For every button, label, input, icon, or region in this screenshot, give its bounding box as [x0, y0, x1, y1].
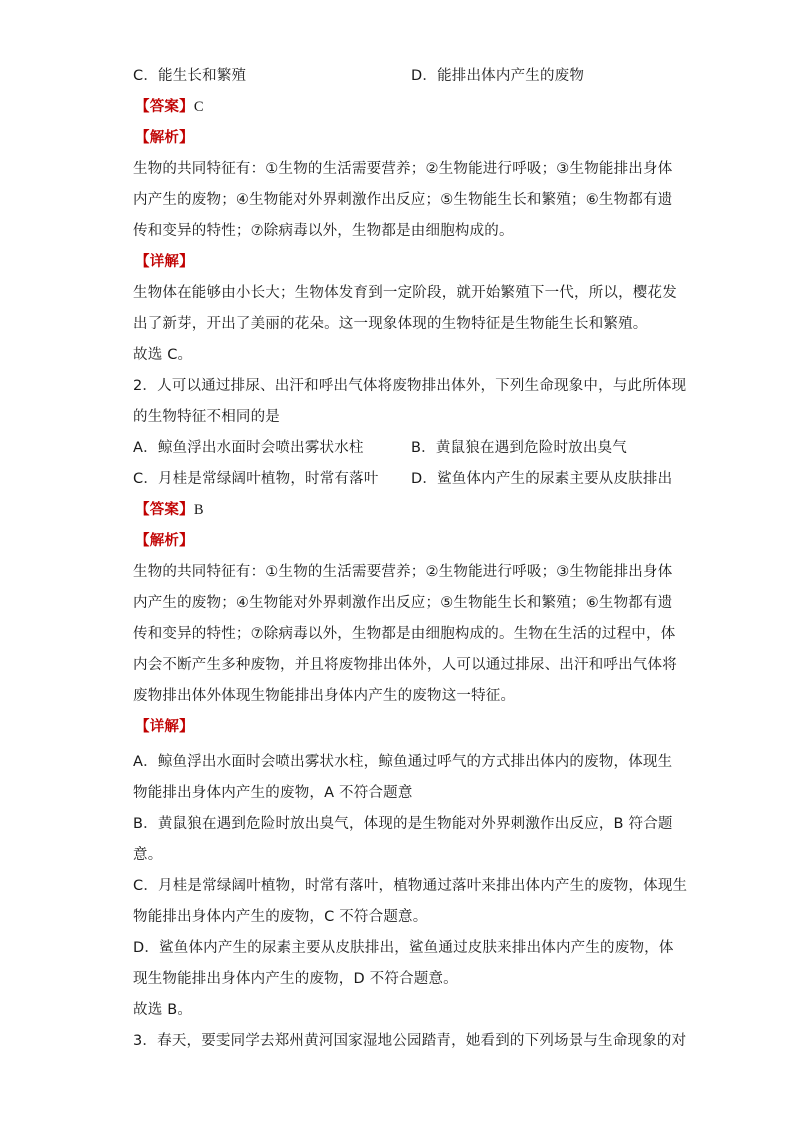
- q2-option-d: D．鲨鱼体内产生的尿素主要从皮肤排出: [411, 471, 673, 487]
- q2-analysis-line: 内会不断产生多种废物，并且将废物排出体外，人可以通过排尿、出汗和呼出气体将: [133, 657, 677, 673]
- q1-detail-line: 生物体在能够由小长大；生物体发育到一定阶段，就开始繁殖下一代，所以，樱花发: [133, 285, 677, 301]
- q1-answer: [133, 97, 663, 117]
- q1-detail-line: 出了新芽，开出了美丽的花朵。这一现象体现的生物特征是生物能生长和繁殖。: [133, 316, 648, 332]
- q2-detail-line: 故选 B。: [133, 1002, 193, 1018]
- q2-detail-line: C．月桂是常绿阔叶植物，时常有落叶，植物通过落叶来排出体内产生的废物，体现生: [133, 878, 688, 894]
- q2-stem-line: 的生物特征不相同的是: [133, 409, 280, 425]
- q2-analysis-line: 废物排出体外体现生物能排出身体内产生的废物这一特征。: [133, 688, 516, 704]
- q1-analysis-line: 生物的共同特征有：①生物的生活需要营养；②生物能进行呼吸；③生物能排出身体: [133, 161, 673, 177]
- answer-tag: 【答案】: [135, 502, 194, 518]
- q2-answer: [133, 500, 663, 520]
- q2-options-row: [133, 469, 673, 489]
- q2-detail-line: 物能排出身体内产生的废物，C 不符合题意。: [133, 909, 428, 925]
- q3-stem-line: 3．春天，要雯同学去郑州黄河国家湿地公园踏青，她看到的下列场景与生命现象的对: [133, 1033, 687, 1049]
- q2-detail-heading: [133, 717, 663, 737]
- q1-detail-line: 故选 C。: [133, 347, 193, 363]
- q2-option-b: B．黄鼠狼在遇到危险时放出臭气: [411, 440, 627, 456]
- q2-option-a: A．鲸鱼浮出水面时会喷出雾状水柱: [133, 440, 364, 456]
- q2-detail-line: 意。: [133, 847, 163, 863]
- q1-option-d: D．能排出体内产生的废物: [411, 68, 585, 84]
- q2-analysis-line: 传和变异的特性；⑦除病毒以外，生物都是由细胞构成的。生物在生活的过程中，体: [133, 626, 676, 642]
- q1-detail-heading: [133, 252, 663, 272]
- q2-analysis-line: 内产生的废物；④生物能对外界刺激作出反应；⑤生物能生长和繁殖；⑥生物都有遗: [133, 595, 673, 611]
- q2-detail-line: 物能排出身体内产生的废物，A 不符合题意: [133, 785, 413, 801]
- q2-option-c: C．月桂是常绿阔叶植物，时常有落叶: [133, 471, 379, 487]
- analysis-tag: 【解析】: [135, 130, 194, 146]
- q1-option-c: C．能生长和繁殖: [133, 68, 247, 84]
- q2-stem-line: 2．人可以通过排尿、出汗和呼出气体将废物排出体外，下列生命现象中，与此所体现: [133, 378, 687, 394]
- q2-detail-line: 现生物能排出身体内产生的废物，D 不符合题意。: [133, 971, 458, 987]
- q2-options-row: [133, 438, 663, 458]
- detail-tag: 【详解】: [135, 254, 194, 270]
- q1-analysis-line: 内产生的废物；④生物能对外界刺激作出反应；⑤生物能生长和繁殖；⑥生物都有遗: [133, 192, 673, 208]
- q1-analysis-line: 传和变异的特性；⑦除病毒以外，生物都是由细胞构成的。: [133, 223, 514, 239]
- answer-value: B: [193, 502, 204, 518]
- q2-analysis-heading: [133, 531, 663, 551]
- q2-detail-line: B．黄鼠狼在遇到危险时放出臭气，体现的是生物能对外界刺激作出反应，B 符合题: [133, 816, 673, 832]
- answer-value: C: [193, 99, 204, 115]
- analysis-tag: 【解析】: [135, 533, 194, 549]
- q2-detail-line: D．鲨鱼体内产生的尿素主要从皮肤排出，鲨鱼通过皮肤来排出体内产生的废物，体: [133, 940, 674, 956]
- answer-tag: 【答案】: [135, 99, 194, 115]
- q2-detail-line: A．鲸鱼浮出水面时会喷出雾状水柱，鲸鱼通过呼气的方式排出体内的废物，体现生: [133, 754, 673, 770]
- q1-options-row: [133, 66, 663, 86]
- detail-tag: 【详解】: [135, 719, 194, 735]
- q1-analysis-heading: [133, 128, 663, 148]
- q2-analysis-line: 生物的共同特征有：①生物的生活需要营养；②生物能进行呼吸；③生物能排出身体: [133, 564, 673, 580]
